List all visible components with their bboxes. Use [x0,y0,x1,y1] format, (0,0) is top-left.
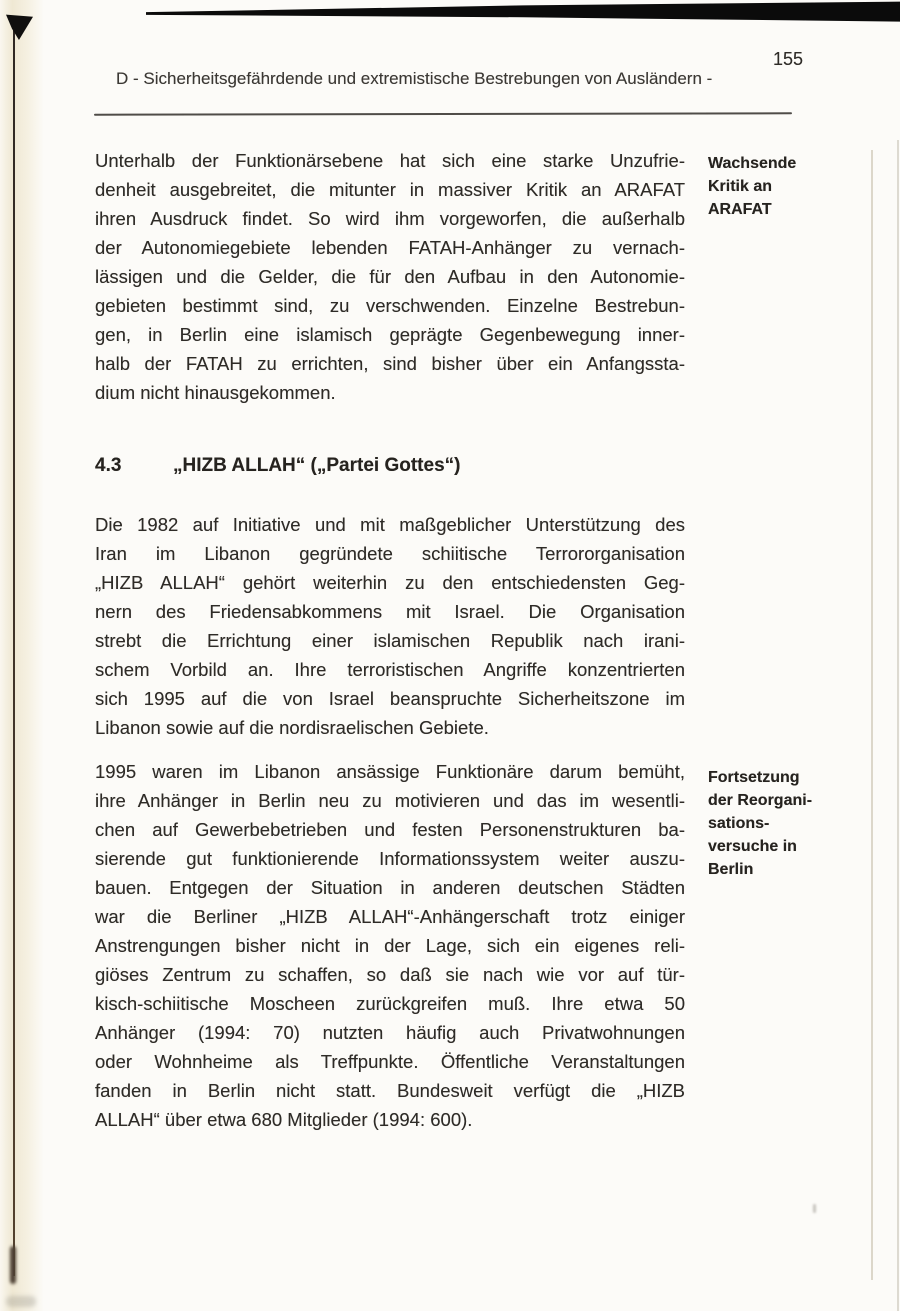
text-line: strebt die Errichtung einer islamischen Republik nach irani- [95,630,685,651]
text-line: denheit ausgebreitet, die mitunter in massiver Kritik an ARAFAT [95,179,685,200]
text-line: Libanon sowie auf die nordisraelischen Gebiete. [95,717,489,738]
text-line: halb der FATAH zu errichten, sind bisher über ein Anfangssta- [95,353,685,374]
scan-top-edge-bar [146,0,900,27]
scan-left-page-edge [0,0,44,1311]
margin-note-arafat [708,152,843,221]
text-line: ihren Ausdruck findet. So wird ihm vorgeworfen, die außerhalb [95,208,685,229]
scan-left-edge-line [13,30,15,1276]
text-line: ALLAH“ über etwa 680 Mitglieder (1994: 600). [95,1109,473,1130]
text-line: der Autonomiegebiete lebenden FATAH-Anhänger zu vernach- [95,237,685,258]
scan-left-edge-line-end [10,1246,16,1284]
scan-right-edge-line [897,140,899,1311]
text-line: Iran im Libanon gegründete schiitische Terrororganisation [95,543,685,564]
text-line: Berlin [708,861,754,878]
text-line: dium nicht hinausgekommen. [95,382,336,403]
section-title: „HIZB ALLAH“ („Partei Gottes“) [173,455,461,476]
text-line: sations- [708,815,770,832]
section-number: 4.3 [95,455,122,476]
section-heading [95,455,695,477]
text-line: ARAFAT [708,201,772,218]
text-line: Wachsende [708,155,797,172]
page-number: 155 [773,49,804,69]
header-rule [94,112,792,115]
text-line: schem Vorbild an. Ihre terroristischen Angriffe konzentrierten [95,659,685,680]
text-line: versuche in [708,838,797,855]
text-line: sierende gut funktionierende Informationssystem weiter auszu- [95,848,685,869]
text-line: Unterhalb der Funktionärsebene hat sich eine starke Unzufrie- [95,150,685,171]
text-line: chen auf Gewerbebetrieben und festen Personenstrukturen ba- [95,819,685,840]
paragraph-berlin-reorganisation [95,757,685,1134]
scan-smudge [6,1296,36,1307]
text-line: Kritik an [708,178,773,195]
text-line: der Reorgani- [708,792,813,809]
scan-right-page-crease [871,150,873,1280]
text-line: gen, in Berlin eine islamisch geprägte Gegenbewegung inner- [95,324,685,345]
text-line: Die 1982 auf Initiative und mit maßgeblicher Unterstützung des [95,514,685,535]
paragraph-hizb-allah-origin [95,510,685,742]
text-line: „HIZB ALLAH“ gehört weiterhin zu den entschiedensten Geg- [95,572,685,593]
margin-note-reorganisation [708,766,843,881]
text-line: bauen. Entgegen der Situation in anderen deutschen Städten [95,877,685,898]
text-line: Anstrengungen bisher nicht in der Lage, sich ein eigenes reli- [95,935,685,956]
paragraph-arafat-criticism [95,146,685,407]
text-line: fanden in Berlin nicht statt. Bundesweit verfügt die „HIZB [95,1080,685,1101]
scan-smudge [813,1204,816,1213]
text-line: 1995 waren im Libanon ansässige Funktionäre darum bemüht, [95,761,685,782]
text-line: Fortsetzung [708,769,800,786]
text-line: giöses Zentrum zu schaffen, so daß sie nach wie vor auf tür- [95,964,685,985]
text-line: sich 1995 auf die von Israel beanspruchte Sicherheitszone im [95,688,685,709]
text-line: gebieten bestimmt sind, zu verschwenden. Einzelne Bestrebun- [95,295,685,316]
text-line: ihre Anhänger in Berlin neu zu motivieren und das im wesentli- [95,790,685,811]
text-line: lässigen und die Gelder, die für den Aufbau in den Autonomie- [95,266,685,287]
chapter-header: D - Sicherheitsgefährdende und extremistische Bestrebungen von Ausländern - [116,69,713,88]
text-line: war die Berliner „HIZB ALLAH“-Anhängerschaft trotz einiger [95,906,685,927]
text-line: oder Wohnheime als Treffpunkte. Öffentliche Veranstaltungen [95,1051,685,1072]
text-line: Anhänger (1994: 70) nutzten häufig auch Privatwohnungen [95,1022,685,1043]
text-line: nern des Friedensabkommens mit Israel. Die Organisation [95,601,685,622]
text-line: kisch-schiitische Moscheen zurückgreifen muß. Ihre etwa 50 [95,993,685,1014]
